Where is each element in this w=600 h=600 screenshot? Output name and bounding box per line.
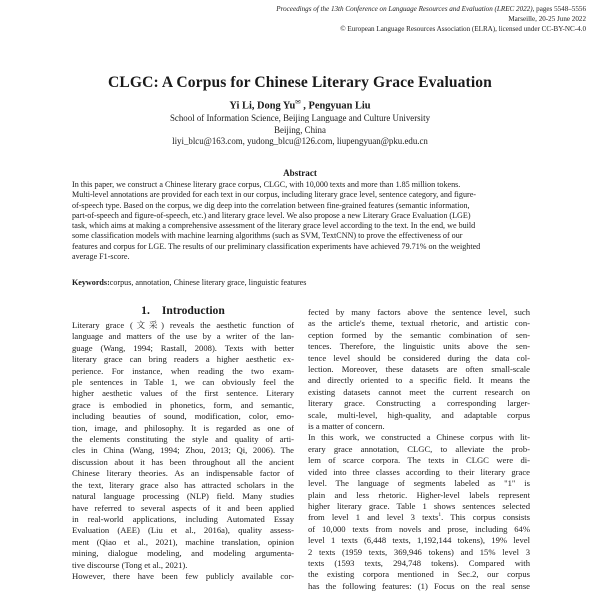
paragraph-line: plain and less rhetoric. Higher-level labels represent bbox=[308, 489, 530, 500]
paragraph-line: In this work, we constructed a Chinese corpus with lit- bbox=[308, 432, 530, 443]
paragraph-line: Evaluation (AEE) (Liu et al., 2016a), quality assess- bbox=[72, 525, 294, 536]
paragraph-line: in real-world applications, including Automated Essay bbox=[72, 513, 294, 524]
paragraph-line: the elements constituting the style and quality of arti- bbox=[72, 434, 294, 445]
paragraph-line: lem of scarce corpora. The texts in CLGC were di- bbox=[308, 455, 530, 466]
paragraph-line: the text, literary grace also has attracted scholars in the bbox=[72, 479, 294, 490]
conference-name: Proceedings of the 13th Conference on Language Resources and Evaluation (LREC 2022) bbox=[276, 5, 533, 13]
keywords-label: Keywords: bbox=[72, 278, 110, 287]
paragraph-line: erary grace annotation, CLGC, to alleviate the prob- bbox=[308, 443, 530, 454]
abstract-line: average F1-score. bbox=[72, 252, 130, 262]
paragraph-line: grace is embodied in phonetics, form, and semantic, bbox=[72, 399, 294, 410]
paragraph-line: level 1 texts (6,448 texts, 1,192,144 tokens), 19% level bbox=[308, 535, 530, 546]
license-line: © European Language Resources Association (ELRA), licensed under CC-BY-NC-4.0 bbox=[340, 25, 586, 33]
paragraph-line: scale, multi-level, high-quality, and adaptable corpus bbox=[308, 409, 530, 420]
paragraph-line: vided into three classes according to their literary grace bbox=[308, 466, 530, 477]
paragraph-line: and directly oriented to a specific field. It means the bbox=[308, 375, 530, 386]
paragraph-line: the existing corpora mentioned in Sec.2, our corpus bbox=[308, 569, 530, 580]
paragraph-line: natural language processing (NLP) field. Many studies bbox=[72, 491, 294, 502]
abstract-line: Multi-level annotations are provided for each text in our corpus, including literary grace level, sentence category, and figure- bbox=[72, 190, 477, 200]
paragraph-line: higher aesthetic values of the first sentence. Literary bbox=[72, 388, 294, 399]
abstract-line: task, which aims at making a comprehensive assessment of the literary grace level according to the text. In the end, we build bbox=[72, 221, 476, 231]
abstract-line: some classification models with machine learning algorithms (such as SVM, TextCNN) to prove the effectiveness of our bbox=[72, 231, 463, 241]
right-column bbox=[308, 307, 530, 592]
paragraph-line: literary grace can bring readers a higher aesthetic ex- bbox=[72, 354, 294, 365]
abstract-line: of-speech type. Based on the corpus, we dig deep into the correlation between fine-grained features (semantic information, bbox=[72, 200, 470, 210]
author-names-rest: , Pengyuan Liu bbox=[300, 100, 371, 112]
abstract-line: In this paper, we construct a Chinese literary grace corpus, CLGC, with 10,000 texts and more than 1.85 million tokens. bbox=[72, 180, 461, 189]
corresponding-author-icon: ✉ bbox=[295, 99, 301, 106]
affiliation bbox=[0, 113, 600, 148]
abstract-heading: Abstract bbox=[283, 168, 317, 178]
paragraph-line: existing datasets cannot meet the current research on bbox=[308, 386, 530, 397]
paragraph-line: perience. For instance, when reading the two exam- bbox=[72, 365, 294, 376]
paragraph-line: ple sentences in Table 1, we can obviously feel the bbox=[72, 377, 294, 388]
paragraph-line: have referred to several aspects of it and been applied bbox=[72, 502, 294, 513]
paragraph-line: as the article's theme, textual rhetoric, and artistic con- bbox=[308, 318, 530, 329]
paper-title: CLGC: A Corpus for Chinese Literary Grace Evaluation bbox=[108, 74, 492, 91]
conference-location: Marseille, 20-25 June 2022 bbox=[508, 15, 586, 23]
paragraph-line: However, there have been few publicly available cor- bbox=[72, 570, 294, 581]
paragraph-line: tion, image, and philosophy. It is regarded as one of bbox=[72, 422, 294, 433]
paragraph-line: fected by many factors above the sentence level, such bbox=[308, 307, 530, 317]
abstract-body bbox=[72, 180, 530, 262]
abstract-line: part-of-speech and figure-of-speech, etc.) and literary grace level. We also propose a new Literary Grace Evaluation (LGE) bbox=[72, 210, 471, 220]
proceedings-line bbox=[146, 4, 586, 14]
paragraph-line: tive discourse (Tong et al., 2021). bbox=[72, 559, 188, 570]
proceedings-header bbox=[146, 4, 586, 34]
section-number: 1. bbox=[141, 304, 150, 317]
line-text: . This corpus consists bbox=[441, 512, 530, 523]
abstract-line: features and corpus for LGE. The results of our preliminary classification experiments have achieved 79.71% on the weighted bbox=[72, 241, 481, 251]
paragraph-line: level. The language of segments labeled as "1" is bbox=[308, 478, 530, 489]
paragraph-line: higher literary grace. Table 1 shows sentences selected bbox=[308, 500, 530, 511]
affiliation-city: Beijing, China bbox=[274, 124, 326, 135]
paragraph-line: ception formed by the semantic combination of sen- bbox=[308, 329, 530, 340]
section-heading bbox=[72, 304, 294, 317]
paragraph-line: Chinese literary theories. As an indispensable factor of bbox=[72, 468, 294, 479]
author-list bbox=[0, 98, 600, 111]
affiliation-school: School of Information Science, Beijing Language and Culture University bbox=[169, 113, 431, 123]
paragraph-line: 2 texts (1959 texts, 369,946 tokens) and 15% level 3 bbox=[308, 546, 530, 557]
paragraph-line: mining, dialogue modeling, and modeling argumenta- bbox=[72, 548, 294, 559]
author-names: Yi Li, Dong Yu bbox=[229, 100, 296, 112]
paragraph-line: guage (Wang, 1994; Rastall, 2008). Texts with better bbox=[72, 342, 294, 353]
section-title: Introduction bbox=[161, 304, 225, 317]
line-text: from level 1 and level 3 texts bbox=[308, 512, 439, 523]
page-range: , pages 5548–5556 bbox=[532, 5, 586, 13]
paragraph-line bbox=[308, 512, 530, 523]
paragraph-line: language and matters of the use by a writer of the lan- bbox=[72, 331, 294, 342]
paragraph-line: tence level should be considered during the data col- bbox=[308, 352, 530, 363]
footnote-marker[interactable]: 1 bbox=[438, 512, 442, 519]
paragraph-line: literary grace. Constructing a corresponding larger- bbox=[308, 398, 530, 409]
keywords bbox=[72, 278, 530, 288]
paragraph-line: is a matter of concern. bbox=[308, 421, 385, 432]
paragraph-line: cles in China (Wang, 1994; Zhou, 2013; Qi, 2006). The bbox=[72, 445, 294, 456]
paragraph-line: ment (Qiao et al., 2021), machine translation, opinion bbox=[72, 536, 294, 547]
paragraph-line: including beauties of sound, modification, color, emo- bbox=[72, 411, 294, 422]
paragraph-line: Literary grace (文采) reveals the aesthetic function of bbox=[72, 320, 294, 330]
paragraph-line: tences. Therefore, the linguistic units above the sen- bbox=[308, 341, 530, 352]
paragraph-line: has the following features: (1) Focus on the real sense bbox=[308, 580, 530, 591]
keywords-text: corpus, annotation, Chinese literary grace, linguistic features bbox=[109, 278, 307, 287]
paragraph-line: texts (1593 texts, 294,748 tokens). Compared with bbox=[308, 557, 530, 568]
paragraph-line: of 10,000 texts from novels and prose, including 64% bbox=[308, 523, 530, 534]
author-emails: liyi_blcu@163.com, yudong_blcu@126.com, liupengyuan@pku.edu.cn bbox=[172, 136, 428, 146]
paragraph-line: discussion about it has been throughout all the ancient bbox=[72, 456, 294, 467]
paragraph-line: lection. Moreover, these datasets are often small-scale bbox=[308, 364, 530, 375]
left-column bbox=[72, 320, 294, 582]
